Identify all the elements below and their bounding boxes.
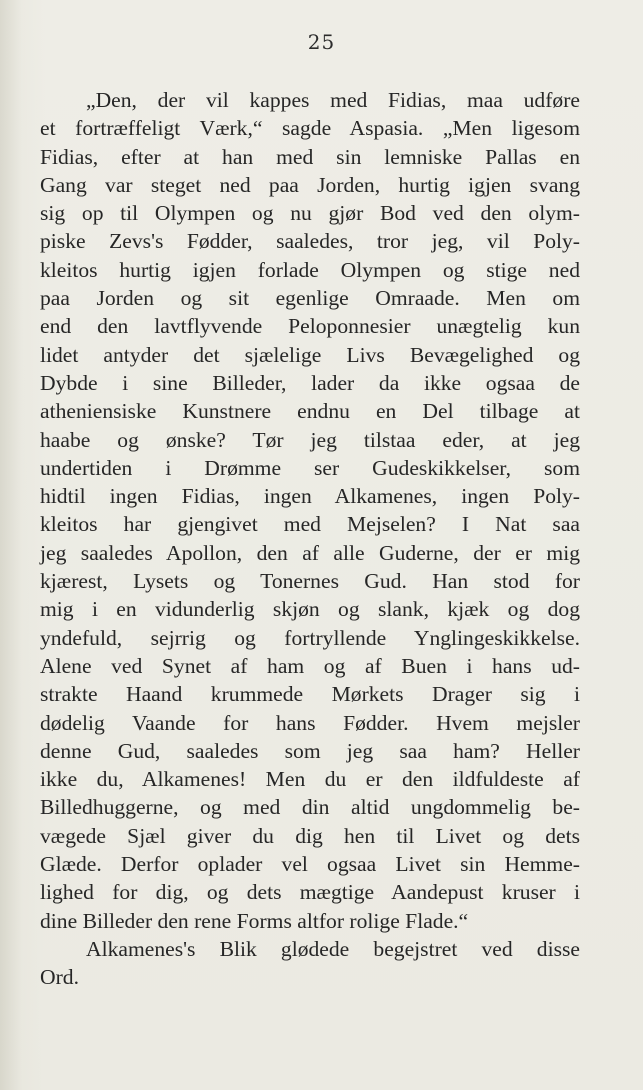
text-line: „Den, der vil kappes med Fidias, maa udføre bbox=[86, 88, 580, 112]
text-line: strakte Haand krummede Mørkets Drager sig i bbox=[40, 682, 580, 707]
text-line: lidet antyder det sjælelige Livs Bevægelighed og bbox=[40, 342, 580, 367]
text-line: atheniensiske Kunstnere endnu en Del tilbage at bbox=[40, 399, 580, 424]
page-number: 25 bbox=[307, 30, 336, 54]
body-text bbox=[40, 86, 580, 992]
text-line: Fidias, efter at han med sin lemniske Pallas en bbox=[40, 144, 580, 169]
text-line: ikke du, Alkamenes! Men du er den ildfuldeste af bbox=[40, 767, 580, 792]
text-line: denne Gud, saaledes som jeg saa ham? Heller bbox=[40, 738, 580, 763]
text-line: Alene ved Synet af ham og af Buen i hans ud- bbox=[40, 653, 580, 678]
text-line: dødelig Vaande for hans Fødder. Hvem mejsler bbox=[40, 710, 580, 735]
text-line: hidtil ingen Fidias, ingen Alkamenes, ingen Poly- bbox=[40, 484, 580, 509]
text-line: piske Zevs's Fødder, saaledes, tror jeg, vil Poly- bbox=[40, 229, 580, 254]
text-line: Billedhuggerne, og med din altid ungdommelig be- bbox=[40, 795, 580, 820]
text-line: vægede Sjæl giver du dig hen til Livet og dets bbox=[40, 823, 580, 848]
text-line: kjærest, Lysets og Tonernes Gud. Han stod for bbox=[40, 569, 580, 594]
text-line: dine Billeder den rene Forms altfor rolige Flade.“ bbox=[40, 908, 469, 933]
text-line: paa Jorden og sit egenlige Omraade. Men om bbox=[40, 286, 580, 311]
text-line: end den lavtflyvende Peloponnesier unægtelig kun bbox=[40, 314, 580, 339]
text-line: mig i en vidunderlig skjøn og slank, kjæk og dog bbox=[40, 597, 580, 622]
text-line: sig op til Olympen og nu gjør Bod ved den olym- bbox=[40, 201, 580, 226]
text-line: et fortræffeligt Værk,“ sagde Aspasia. „Men ligesom bbox=[40, 116, 580, 141]
text-line: Gang var steget ned paa Jorden, hurtig igjen svang bbox=[40, 172, 580, 197]
text-line: kleitos hurtig igjen forlade Olympen og stige ned bbox=[40, 257, 580, 282]
text-line: haabe og ønske? Tør jeg tilstaa eder, at jeg bbox=[40, 427, 580, 452]
text-line: jeg saaledes Apollon, den af alle Guderne, der er mig bbox=[40, 540, 580, 565]
text-line: Alkamenes's Blik glødede begejstret ved disse bbox=[86, 936, 580, 961]
text-line: undertiden i Drømme ser Gudeskikkelser, som bbox=[40, 455, 580, 480]
text-line: kleitos har gjengivet med Mejselen? I Nat saa bbox=[40, 512, 580, 537]
text-line: yndefuld, sejrrig og fortryllende Ynglingeskikkelse. bbox=[40, 625, 580, 650]
text-line: Dybde i sine Billeder, lader da ikke ogsaa de bbox=[40, 370, 580, 395]
text-line: Glæde. Derfor oplader vel ogsaa Livet sin Hemme- bbox=[40, 852, 580, 877]
text-line: lighed for dig, og dets mægtige Aandepust kruser i bbox=[40, 880, 580, 905]
text-line: Ord. bbox=[40, 965, 79, 990]
